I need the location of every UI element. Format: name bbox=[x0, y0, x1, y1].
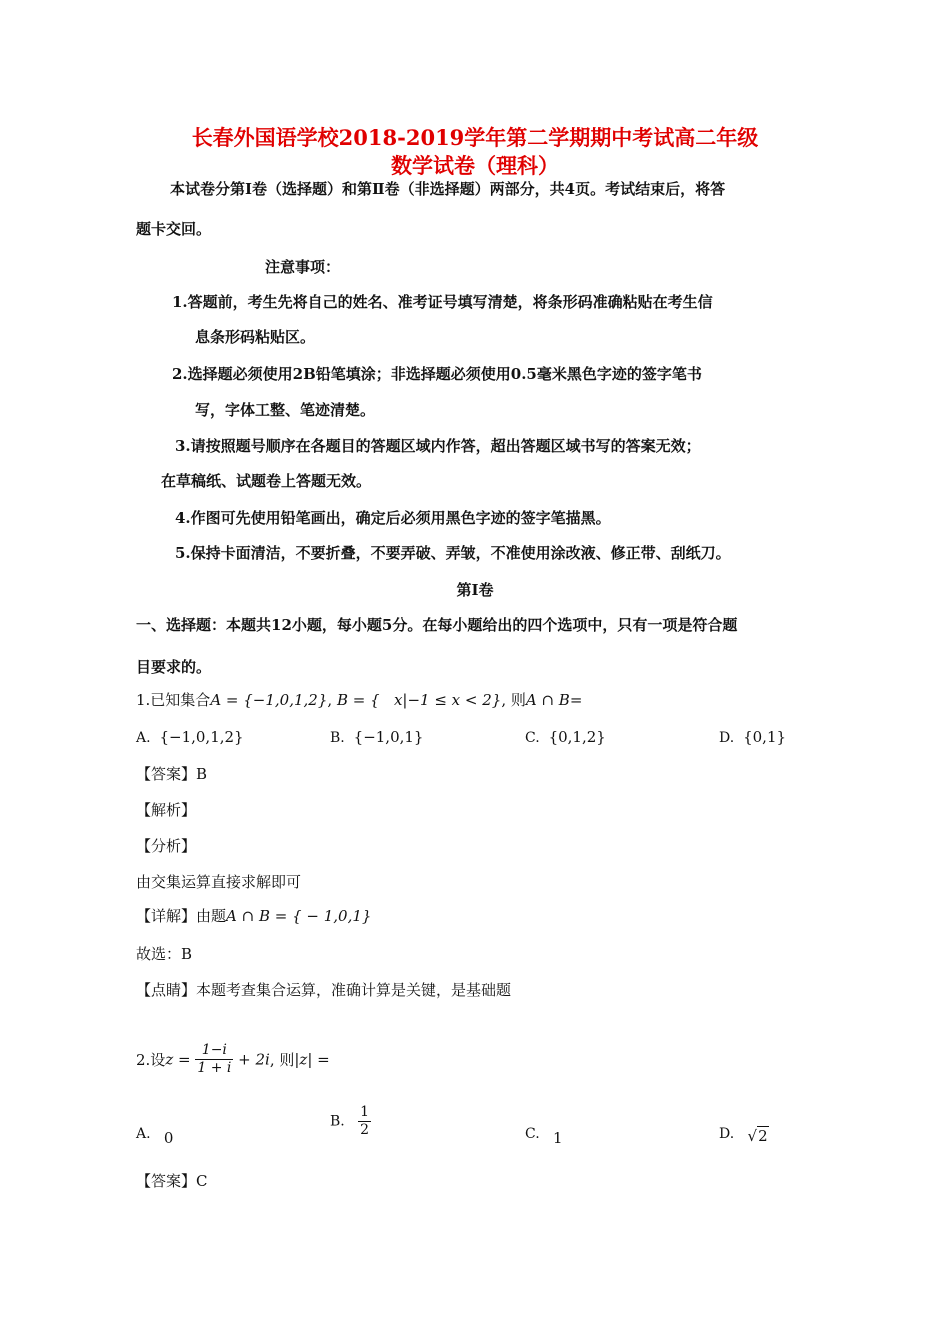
notice-item-5: 5.保持卡面清洁，不要折叠，不要弄破、弄皱，不准使用涂改液、修正带、刮纸刀。 bbox=[175, 544, 731, 562]
sqrt-icon: √2 bbox=[747, 1127, 768, 1145]
option-sqrt-value: 2 bbox=[758, 1127, 768, 1145]
q1-then: , 则 bbox=[501, 691, 526, 709]
option-value: {−1,0,1,2} bbox=[159, 728, 244, 746]
option-frac-num: 1 bbox=[360, 1104, 370, 1120]
option-fraction bbox=[358, 1104, 371, 1139]
q2-option-c bbox=[525, 1124, 563, 1147]
q1-analysis-label: 【解析】 bbox=[136, 801, 197, 819]
option-letter: B. bbox=[330, 1113, 345, 1130]
option-value: {−1,0,1} bbox=[353, 728, 424, 746]
notice-item-3-cont: 在草稿纸、试题卷上答题无效。 bbox=[161, 472, 372, 490]
option-letter: D. bbox=[719, 730, 735, 746]
q1-option-d bbox=[719, 728, 786, 746]
notice-item-2-cont: 写，字体工整、笔迹清楚。 bbox=[195, 401, 376, 419]
q2-option-d bbox=[719, 1124, 769, 1145]
option-letter: C. bbox=[525, 1126, 540, 1142]
q1-detail-prefix: 【详解】由题 bbox=[136, 907, 227, 925]
part-label: 第Ⅰ卷 bbox=[456, 581, 494, 599]
option-value: {0,1,2} bbox=[548, 728, 606, 746]
section-heading: 一、选择题：本题共12小题，每小题5分。在每小题给出的四个选项中，只有一项是符合题 bbox=[136, 616, 738, 634]
q1-answer: 【答案】B bbox=[136, 765, 208, 783]
section-heading-cont: 目要求的。 bbox=[136, 658, 212, 676]
notice-item-2: 2.选择题必须使用2B铅笔填涂；非选择题必须使用0.5毫米黑色字迹的签字笔书 bbox=[172, 365, 702, 383]
notice-item-1-cont: 息条形码粘贴区。 bbox=[195, 328, 316, 346]
option-letter: C. bbox=[525, 730, 540, 746]
notice-item-4: 4.作图可先使用铅笔画出，确定后必须用黑色字迹的签字笔描黑。 bbox=[175, 509, 611, 527]
option-value: 1 bbox=[553, 1129, 563, 1147]
page-title: 长春外国语学校2018-2019学年第二学期期中考试高二年级 bbox=[191, 125, 759, 150]
notice-heading: 注意事项： bbox=[265, 258, 341, 276]
q1-option-c bbox=[525, 728, 606, 746]
q2-option-b bbox=[330, 1104, 371, 1139]
question-1 bbox=[136, 689, 582, 710]
q2-plus: + 2i bbox=[238, 1050, 270, 1069]
q2-fraction bbox=[195, 1042, 233, 1077]
q1-fenxi-label: 【分析】 bbox=[136, 837, 197, 855]
intro-line-2: 题卡交回。 bbox=[136, 220, 212, 238]
q2-option-a bbox=[136, 1124, 174, 1147]
option-letter: B. bbox=[330, 730, 345, 746]
q1-comma: , bbox=[327, 691, 333, 709]
option-letter: A. bbox=[136, 730, 151, 746]
notice-item-3: 3.请按照题号顺序在各题目的答题区域内作答，超出答题区域书写的答案无效； bbox=[175, 437, 701, 455]
q1-expr: A ∩ B bbox=[525, 691, 570, 709]
option-letter: A. bbox=[136, 1126, 151, 1142]
q2-abs: |z| = bbox=[294, 1050, 330, 1069]
q2-then: , 则 bbox=[269, 1051, 295, 1069]
q2-answer: 【答案】C bbox=[136, 1172, 208, 1190]
set-b-rhs: x|−1 ≤ x < 2} bbox=[393, 691, 502, 709]
option-value: 0 bbox=[163, 1129, 174, 1147]
q1-option-a bbox=[136, 728, 244, 746]
q2-frac-den: 1 + i bbox=[197, 1060, 232, 1076]
page-subtitle: 数学试卷（理科） bbox=[391, 153, 559, 178]
question-1-prefix: 1.已知集合 bbox=[136, 691, 211, 709]
set-b-lhs: B = { bbox=[336, 691, 380, 709]
set-a: A = {−1,0,1,2} bbox=[210, 691, 328, 709]
q1-comment: 【点睛】本题考查集合运算，准确计算是关键，是基础题 bbox=[136, 981, 512, 999]
option-value: {0,1} bbox=[743, 728, 787, 746]
q1-choice: 故选：B bbox=[136, 945, 193, 963]
q1-detail bbox=[136, 905, 371, 926]
question-2-prefix: 2.设 bbox=[136, 1051, 166, 1069]
q1-eq: = bbox=[569, 691, 583, 709]
option-letter: D. bbox=[719, 1126, 735, 1142]
question-2 bbox=[136, 1042, 330, 1077]
q1-detail-expr: A ∩ B = { − 1,0,1} bbox=[226, 907, 372, 925]
intro-line-1: 本试卷分第Ⅰ卷（选择题）和第Ⅱ卷（非选择题）两部分，共4页。考试结束后，将答 bbox=[170, 180, 726, 198]
q1-option-b bbox=[330, 728, 423, 746]
q2-z: z = bbox=[165, 1050, 191, 1069]
option-frac-den: 2 bbox=[360, 1122, 370, 1138]
notice-item-1: 1.答题前，考生先将自己的姓名、准考证号填写清楚，将条形码准确粘贴在考生信 bbox=[172, 293, 713, 311]
q2-frac-num: 1−i bbox=[195, 1042, 233, 1060]
q1-fenxi-text: 由交集运算直接求解即可 bbox=[136, 873, 302, 891]
